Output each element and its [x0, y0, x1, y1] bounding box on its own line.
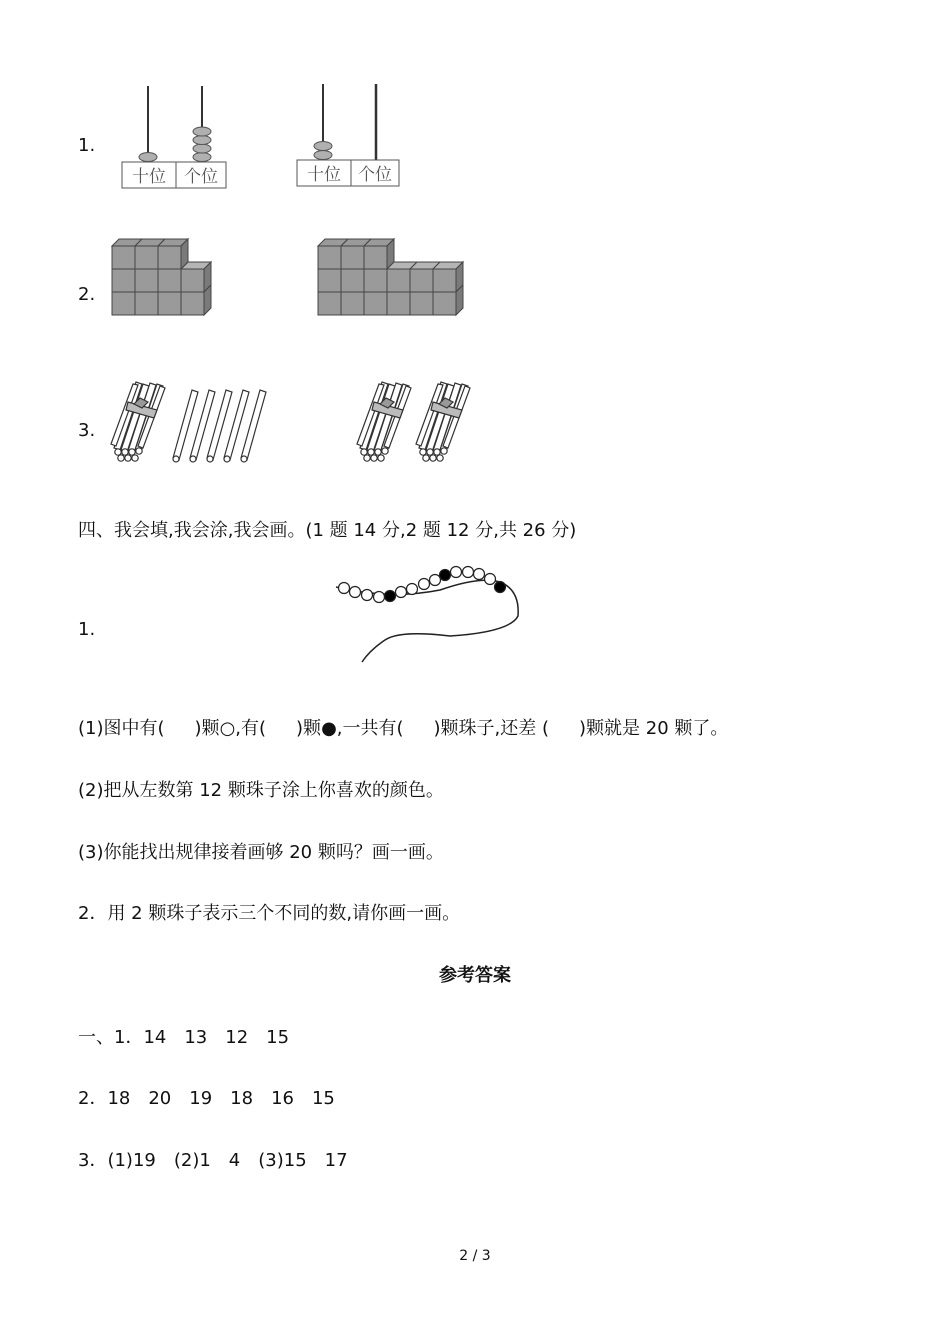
text: ,有(: [235, 718, 267, 739]
tens-label: 十位: [307, 165, 341, 185]
cube-stack-left: [110, 236, 220, 322]
question-sub1: [78, 717, 728, 741]
answer-line-1: 一、1．14 13 12 15: [78, 1027, 290, 1048]
text: )颗: [296, 718, 322, 739]
bead-string: [330, 560, 530, 668]
answer-line-2: 2．18 20 19 18 16 15: [78, 1088, 335, 1109]
question-number: 2.: [78, 284, 96, 305]
abacus-right: [295, 82, 405, 192]
stick-bundle-3: [413, 376, 475, 468]
question-2: 2．用 2 颗珠子表示三个不同的数,请你画一画。: [78, 903, 461, 924]
text: (1)图中有(: [78, 718, 165, 739]
question-number: 1.: [78, 619, 96, 640]
stick-bundle-1: [108, 376, 170, 468]
answers-title: 参考答案: [439, 965, 511, 986]
single-sticks: [170, 386, 275, 466]
ones-label: 个位: [184, 167, 218, 187]
question-sub2: (2)把从左数第 12 颗珠子涂上你喜欢的颜色。: [78, 780, 444, 801]
text: )颗就是 20 颗了。: [579, 718, 729, 739]
answer-line-3: 3．(1)19 (2)1 4 (3)15 17: [78, 1150, 348, 1171]
text: )颗: [194, 718, 220, 739]
white-bead-icon: ○: [219, 718, 236, 739]
question-number: 1.: [78, 135, 96, 156]
cube-stack-right: [316, 236, 466, 322]
black-bead-icon: ●: [321, 718, 337, 739]
question-number: 3.: [78, 420, 96, 441]
question-sub3: (3)你能找出规律接着画够 20 颗吗？画一画。: [78, 842, 444, 863]
text: )颗珠子,还差 (: [433, 718, 550, 739]
ones-label: 个位: [358, 165, 392, 185]
section-heading: 四、我会填,我会涂,我会画。(1 题 14 分,2 题 12 分,共 26 分): [78, 520, 577, 541]
tens-label: 十位: [132, 167, 166, 187]
text: ,一共有(: [336, 718, 404, 739]
abacus-left: [120, 84, 230, 194]
stick-bundle-2: [354, 376, 416, 468]
page-number: 2 / 3: [459, 1248, 491, 1264]
